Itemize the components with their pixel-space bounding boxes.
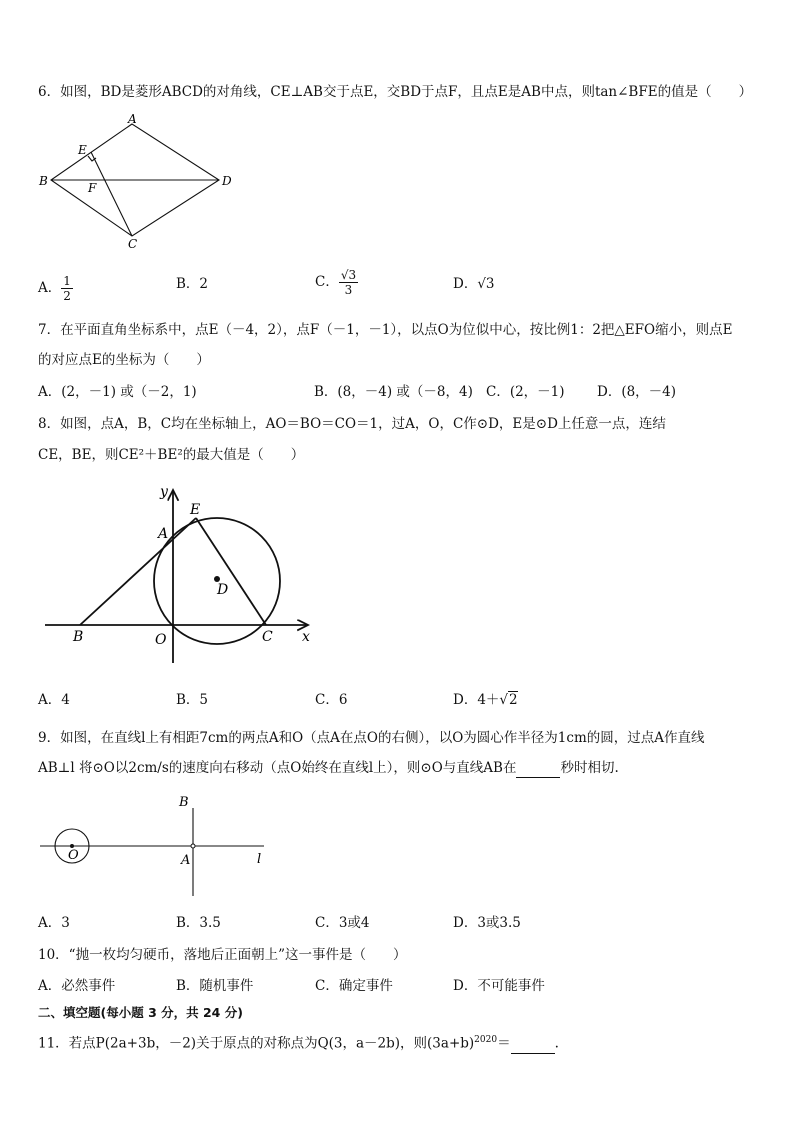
q10-option-a: A．必然事件 [38, 978, 116, 994]
q8-stem-line1: 8．如图，点A，B，C均在坐标轴上，AO＝BO＝CO＝1，过A，O，C作⊙D，E是⊙D上任意一点，连结 [38, 416, 666, 432]
label-o-2: O [68, 848, 79, 863]
label-f: F [88, 181, 97, 195]
label-a: A [128, 112, 137, 126]
q7-option-d: D．(8，－4) [597, 384, 677, 400]
q7-option-b: B．(8，－4) 或（－8，4) [314, 384, 473, 400]
q8-option-a: A．4 [38, 692, 70, 708]
label-c-2: C [262, 629, 273, 645]
label-x: x [302, 629, 310, 645]
q7-stem-line2: 的对应点E的坐标为（ ） [38, 352, 210, 368]
q9-option-b: B．3.5 [176, 915, 221, 931]
label-e-2: E [190, 502, 201, 518]
q11-stem: 11．若点P(2a+3b，－2)关于原点的对称点为Q(3，a－2b)，则$(3a+b)^{2020}=$ . [38, 1035, 559, 1052]
label-a-2: A [158, 526, 169, 542]
q8-option-d: D．4＋√2 [453, 692, 518, 708]
q8-circle-figure [40, 478, 330, 668]
label-l: l [257, 852, 262, 867]
label-a-3: A [181, 853, 191, 868]
q8-option-c: C．6 [315, 692, 348, 708]
q9-line-figure [36, 788, 276, 900]
q8-stem-line2: CE，BE，则CE²＋BE²的最大值是（ ） [38, 447, 305, 463]
q10-option-b: B．随机事件 [176, 978, 254, 994]
label-y: y [160, 484, 168, 500]
q9-stem-line1: 9．如图，在直线l上有相距7cm的两点A和O（点A在点O的右侧），以O为圆心作半径为1cm的圆，过点A作直线 [38, 730, 705, 746]
section-heading: 二、填空题(每小题 3 分，共 24 分) [38, 1005, 243, 1020]
segment-ce-2 [196, 518, 266, 625]
label-b: B [39, 174, 48, 188]
q9-option-d: D．3或3.5 [453, 915, 521, 931]
segment-be [80, 518, 196, 625]
segment-ce [91, 152, 132, 236]
q6-option-a: A． $\frac{1}{2}$ [38, 274, 71, 303]
q9-option-a: A．3 [38, 915, 70, 931]
q7-option-a: A．(2，－1) 或（－2，1) [38, 384, 197, 400]
label-d: D [222, 174, 232, 188]
label-c: C [128, 237, 138, 251]
q10-option-d: D．不可能事件 [453, 978, 545, 994]
q6-option-c: C． $\frac{√3}{3}$ [315, 268, 357, 297]
point-a-dot [191, 844, 195, 848]
q6-option-b: B．2 [176, 276, 209, 292]
q9-option-c: C．3或4 [315, 915, 370, 931]
q8-option-b: B．5 [176, 692, 209, 708]
q9-answer-blank [516, 763, 560, 778]
q11-answer-blank [511, 1039, 555, 1054]
q6-rhombus-figure [36, 112, 242, 252]
q6-stem: 6．如图，BD是菱形ABCD的对角线，CE⊥AB交于点E，交BD于点F，且点E是AB中点，则tan∠BFE的值是（ ） [38, 84, 753, 100]
label-o: O [155, 632, 167, 648]
label-b-2: B [73, 629, 84, 645]
label-e: E [78, 143, 87, 157]
q7-stem-line1: 7．在平面直角坐标系中，点E（－4，2），点F（－1，－1），以点O为位似中心，按比例1：2把△EFO缩小，则点E [38, 322, 733, 338]
label-b-3: B [179, 795, 189, 810]
q9-stem-line2: AB⊥l 将⊙O以2cm/s的速度向右移动（点O始终在直线l上），则⊙O与直线AB在 秒时相切. [38, 760, 619, 776]
q7-option-c: C．(2，－1) [486, 384, 565, 400]
q6-option-d: D．√3 [453, 276, 495, 292]
label-d-2: D [217, 582, 229, 598]
q10-option-c: C．确定事件 [315, 978, 393, 994]
q10-stem: 10．“抛一枚均匀硬币，落地后正面朝上”这一事件是（ ） [38, 947, 407, 963]
